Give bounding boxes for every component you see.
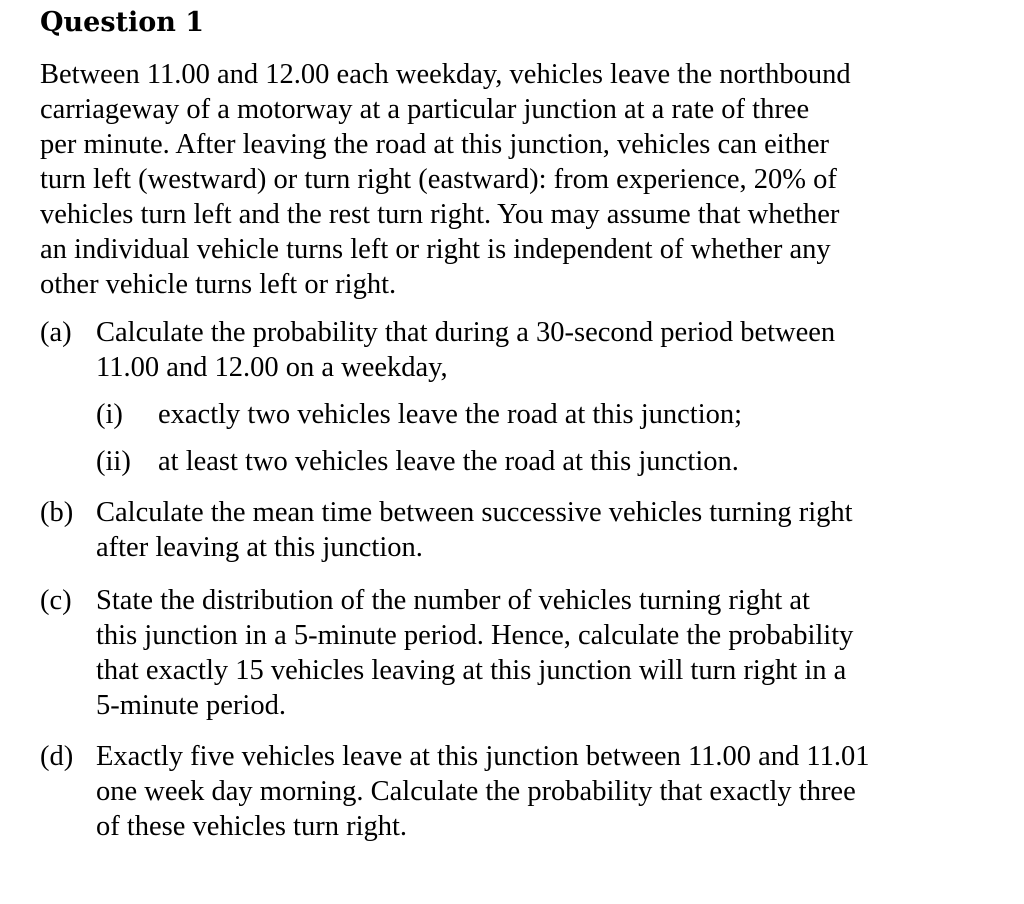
intro-line-2: carriageway of a motorway at a particular junction at a rate of three (40, 94, 810, 125)
part-a-text (96, 315, 976, 385)
part-c-text (96, 583, 976, 723)
intro-line-4: turn left (westward) or turn right (eastward): from experience, 20% of (40, 164, 837, 195)
intro-line-7: other vehicle turns left or right. (40, 269, 397, 300)
part-a-line-2: 11.00 and 12.00 on a weekday, (96, 352, 448, 383)
question-intro (40, 57, 980, 302)
part-c-line-4: 5-minute period. (96, 690, 286, 721)
intro-line-5: vehicles turn left and the rest turn right. You may assume that whether (40, 199, 840, 230)
question-title: Question 1 (40, 7, 205, 38)
part-d-line-2: one week day morning. Calculate the probability that exactly three (96, 776, 856, 807)
part-d-label: (d) (40, 741, 74, 772)
subpart-a-ii-label: (ii) (96, 446, 131, 477)
part-c-line-3: that exactly 15 vehicles leaving at this junction will turn right in a (96, 655, 847, 686)
subpart-a-ii-text: at least two vehicles leave the road at this junction. (158, 446, 739, 477)
part-d-line-3: of these vehicles turn right. (96, 811, 408, 842)
part-b-label: (b) (40, 497, 74, 528)
intro-line-1: Between 11.00 and 12.00 each weekday, vehicles leave the northbound (40, 59, 851, 90)
part-b-line-1: Calculate the mean time between successive vehicles turning right (96, 497, 853, 528)
intro-line-6: an individual vehicle turns left or right is independent of whether any (40, 234, 831, 265)
part-a-label: (a) (40, 317, 72, 348)
intro-line-3: per minute. After leaving the road at this junction, vehicles can either (40, 129, 830, 160)
subpart-a-i-text: exactly two vehicles leave the road at this junction; (158, 399, 743, 430)
part-c-line-2: this junction in a 5-minute period. Hence, calculate the probability (96, 620, 854, 651)
part-a-line-1: Calculate the probability that during a 30-second period between (96, 317, 836, 348)
part-b-text (96, 495, 976, 565)
part-c-line-1: State the distribution of the number of vehicles turning right at (96, 585, 810, 616)
part-d-line-1: Exactly five vehicles leave at this junction between 11.00 and 11.01 (96, 741, 870, 772)
part-b-line-2: after leaving at this junction. (96, 532, 423, 563)
part-c-label: (c) (40, 585, 72, 616)
subpart-a-i-label: (i) (96, 399, 123, 430)
part-d-text (96, 739, 976, 844)
